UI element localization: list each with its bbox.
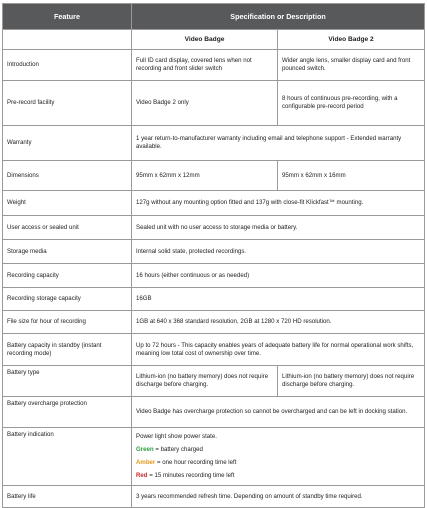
header-specification: Specification or Description: [132, 4, 425, 30]
indication-red-word: Red: [136, 472, 148, 479]
indication-red-text: = 15 minutes recording time left: [147, 472, 235, 479]
indication-amber-word: Amber: [136, 459, 156, 466]
row-battery-standby: [3, 334, 425, 366]
label-storage-media: Storage media: [3, 240, 132, 264]
value-weight: 127g without any mounting option fitted and 137g with close-fit Klickfast™ mounting.: [132, 191, 425, 216]
value-prerecord-vb: Video Badge 2 only: [132, 81, 278, 126]
value-dimensions-vb: 95mm x 62mm x 12mm: [132, 161, 278, 191]
value-dimensions-vb2: 95mm x 62mm x 16mm: [278, 161, 425, 191]
value-prerecord-vb2: 8 hours of continuous pre-recording, with a configurable pre-record period: [278, 81, 425, 126]
label-battery-indication: Battery indication: [3, 428, 132, 486]
label-prerecord: Pre-record facility: [3, 81, 132, 126]
value-battery-type-vb: Lithium-ion (no battery memory) does not require discharge before charging.: [132, 366, 278, 397]
subheader-empty: [3, 30, 132, 50]
row-battery-type: [3, 366, 425, 397]
value-recording-capacity: 16 hours (either continuous or as needed): [132, 264, 425, 288]
label-battery-standby: Battery capacity in standby (instant recording mode): [3, 334, 132, 366]
label-dimensions: Dimensions: [3, 161, 132, 191]
value-battery-type-vb2: Lithium-ion (no battery memory) does not require discharge before charging.: [278, 366, 425, 397]
label-overcharge: Battery overcharge protection: [3, 397, 132, 428]
row-prerecord: [3, 81, 425, 126]
value-storage-media: Internal solid state, protected recordings.: [132, 240, 425, 264]
row-storage-capacity: [3, 288, 425, 311]
subheader-video-badge-2: Video Badge 2: [278, 30, 425, 50]
row-weight: [3, 191, 425, 216]
label-weight: Weight: [3, 191, 132, 216]
value-overcharge: Video Badge has overcharge protection so cannot be overcharged and can be left in docking station.: [132, 397, 425, 428]
subheader-row: [3, 30, 425, 50]
indication-line-power: Power light show power state.: [136, 433, 217, 440]
row-battery-indication: [3, 428, 425, 486]
table-header-row: [3, 4, 425, 30]
specification-table: [2, 3, 425, 508]
indication-line-red: [136, 472, 420, 480]
row-introduction: [3, 50, 425, 81]
value-battery-indication: [132, 428, 425, 486]
label-battery-life: Battery life: [3, 486, 132, 508]
value-battery-standby: Up to 72 hours - This capacity enables years of adequate battery life for normal operational work shifts, meaning low total cost of ownership over time.: [132, 334, 425, 366]
label-introduction: Introduction: [3, 50, 132, 81]
label-battery-type: Battery type: [3, 366, 132, 397]
value-introduction-vb: Full ID card display, covered lens when not recording and front slider switch: [132, 50, 278, 81]
row-file-size: [3, 311, 425, 334]
value-introduction-vb2: Wider angle lens, smaller display card and front pounced switch.: [278, 50, 425, 81]
value-warranty: 1 year return-to-manufacturer warranty including email and telephone support - Extended warranty available.: [132, 126, 425, 161]
label-warranty: Warranty: [3, 126, 132, 161]
row-access: [3, 216, 425, 240]
row-dimensions: [3, 161, 425, 191]
value-battery-life: 3 years recommended refresh time. Depending on amount of standby time required.: [132, 486, 425, 508]
row-overcharge: [3, 397, 425, 428]
header-feature: Feature: [3, 4, 132, 30]
subheader-video-badge: Video Badge: [132, 30, 278, 50]
indication-line-amber: [136, 459, 420, 467]
label-storage-capacity: Recording storage capacity: [3, 288, 132, 311]
row-battery-life: [3, 486, 425, 508]
row-recording-capacity: [3, 264, 425, 288]
label-recording-capacity: Recording capacity: [3, 264, 132, 288]
indication-green-word: Green: [136, 446, 154, 453]
label-access: User access or sealed unit: [3, 216, 132, 240]
row-storage-media: [3, 240, 425, 264]
label-file-size: File size for hour of recording: [3, 311, 132, 334]
value-access: Sealed unit with no user access to storage media or battery.: [132, 216, 425, 240]
indication-line-green: [136, 446, 420, 454]
value-file-size: 1GB at 640 x 368 standard resolution, 2GB at 1280 x 720 HD resolution.: [132, 311, 425, 334]
value-storage-capacity: 16GB: [132, 288, 425, 311]
row-warranty: [3, 126, 425, 161]
indication-amber-text: = one hour recording time left: [155, 459, 237, 466]
indication-green-text: = battery charged: [153, 446, 203, 453]
